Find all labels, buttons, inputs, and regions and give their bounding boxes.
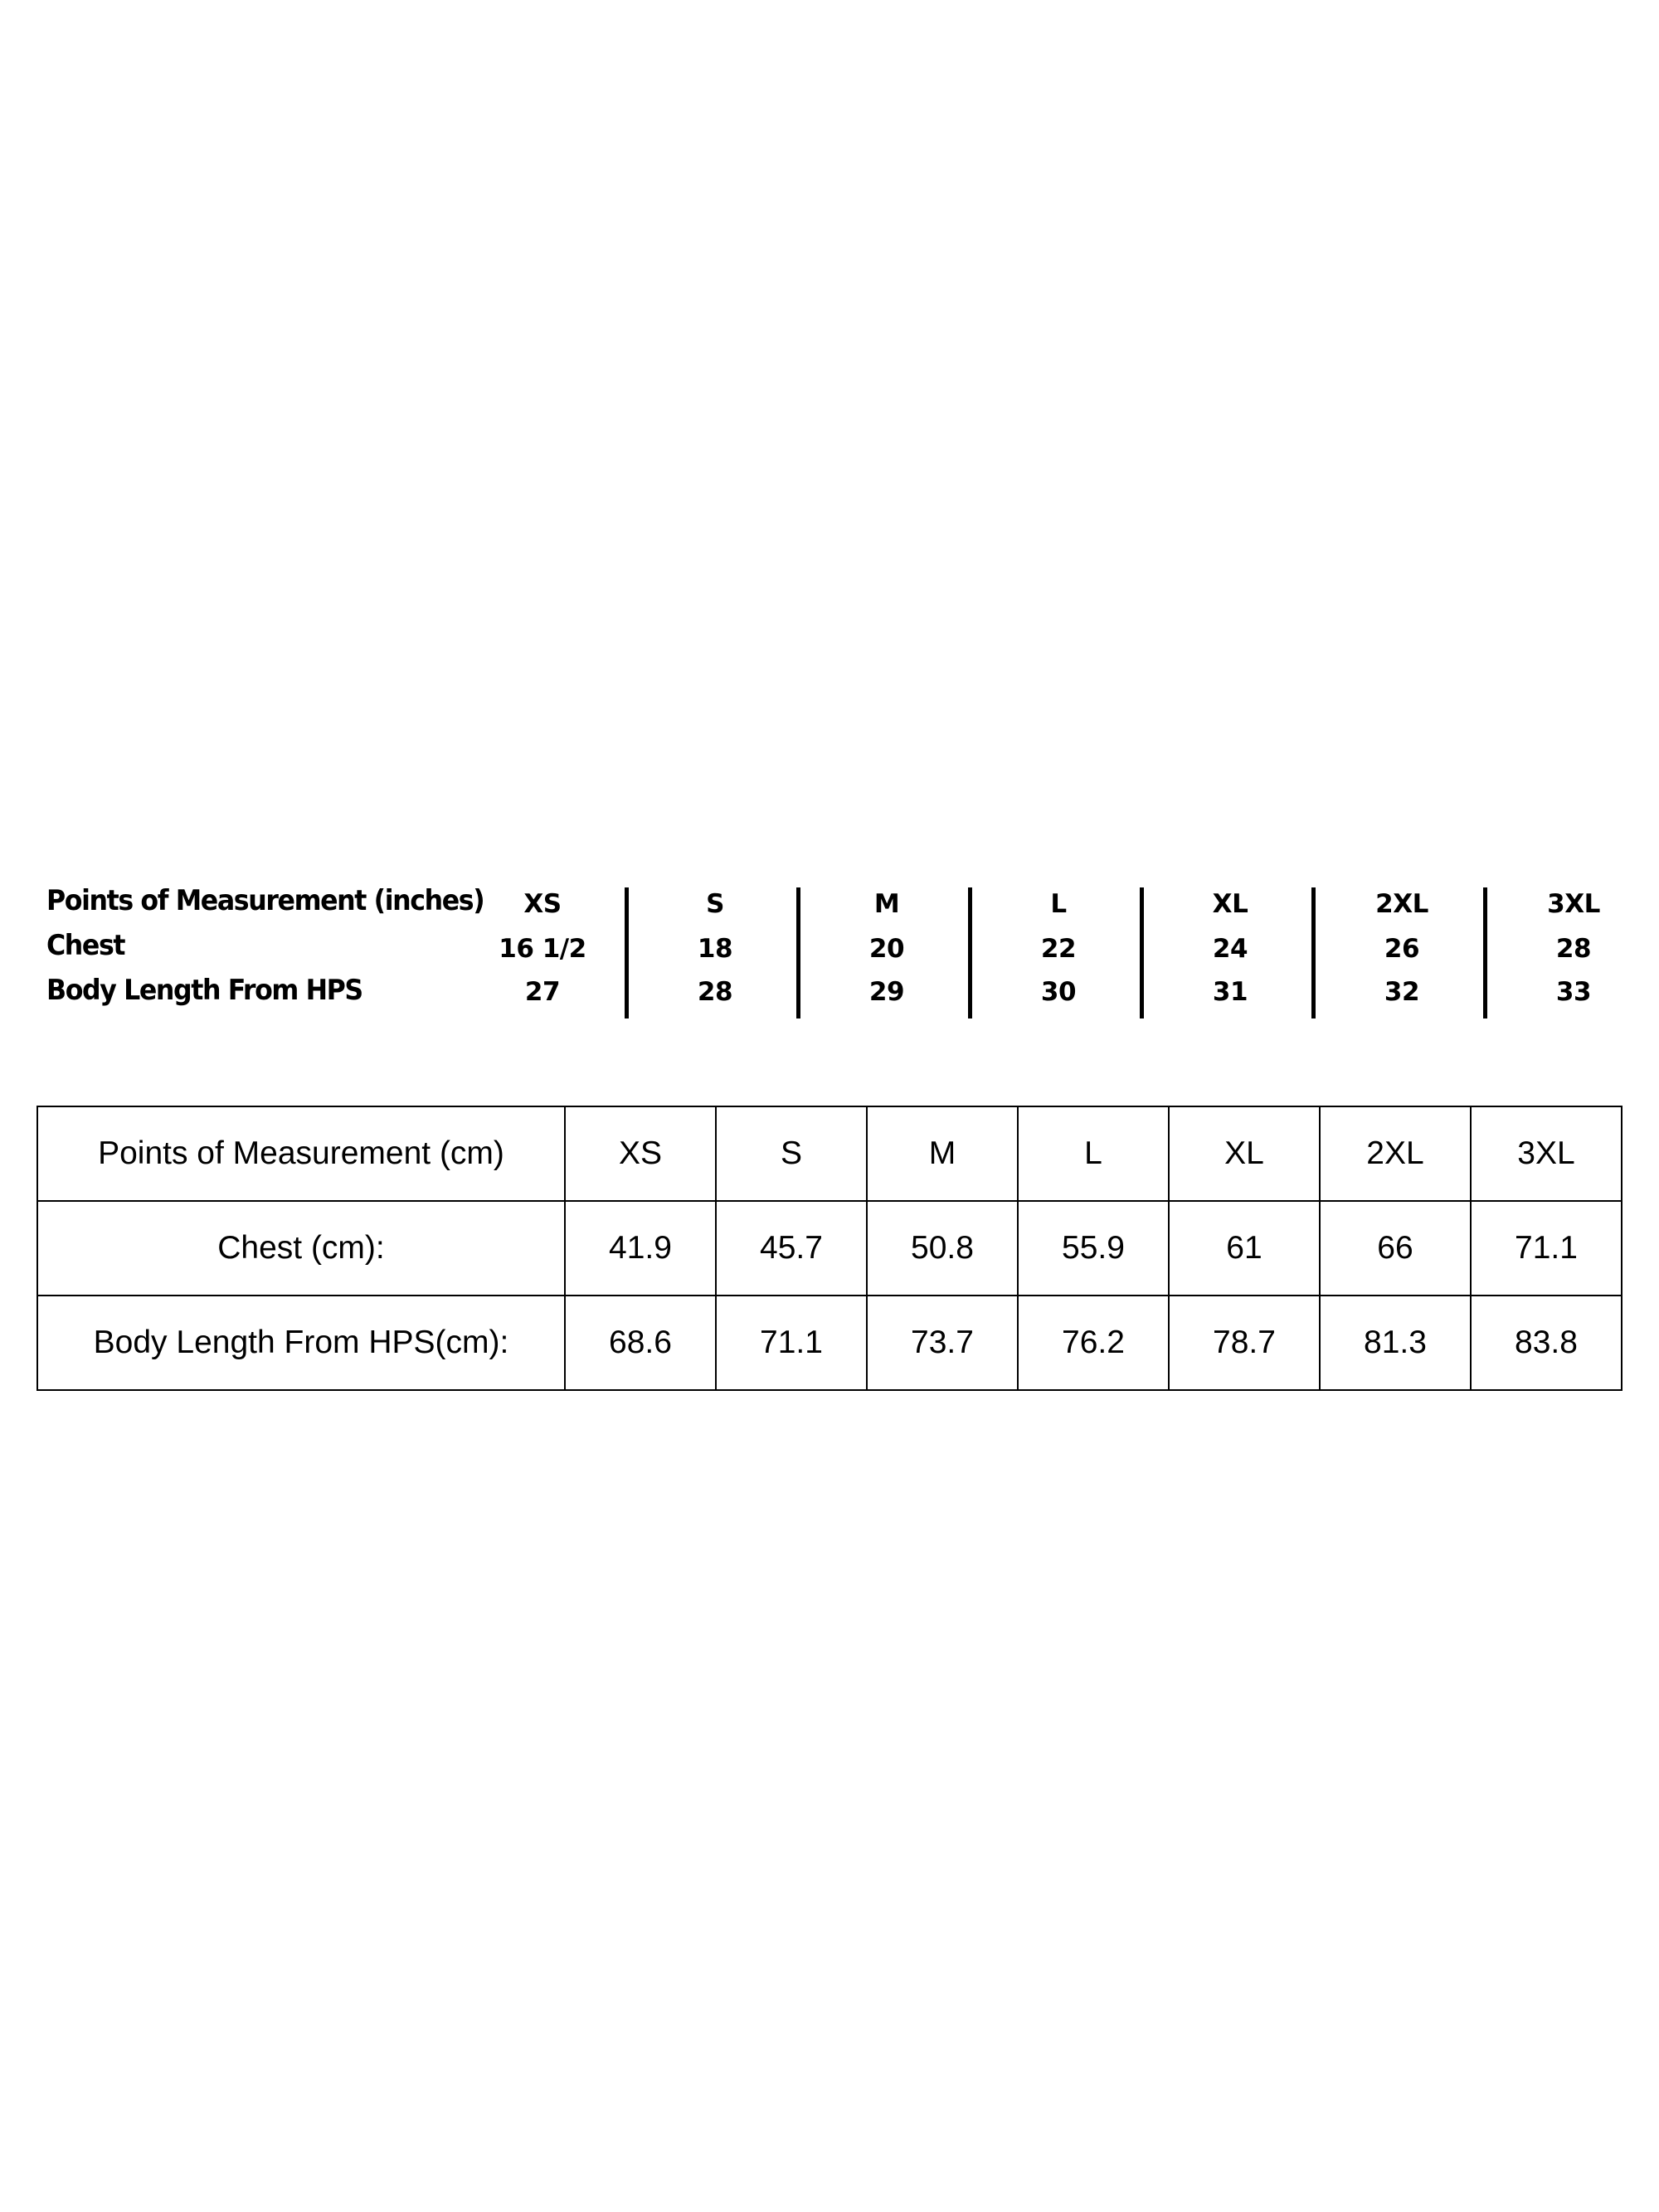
inches-chest-value: 16 1/2: [499, 934, 586, 964]
header-cell-size: M: [867, 1106, 1018, 1201]
value-cell: 76.2: [1018, 1296, 1169, 1390]
inches-chest-value: 24: [1212, 934, 1248, 964]
column-divider: [968, 887, 972, 1018]
value-cell: 78.7: [1169, 1296, 1320, 1390]
column-divider: [625, 887, 629, 1018]
table-header-row: [37, 1106, 1622, 1201]
column-divider: [1483, 887, 1487, 1018]
header-cell-size: S: [716, 1106, 867, 1201]
column-divider: [1140, 887, 1144, 1018]
value-cell: 81.3: [1320, 1296, 1471, 1390]
inches-header-label: Points of Measurement (inches): [46, 884, 484, 917]
header-cell-size: XS: [565, 1106, 716, 1201]
inches-chest-value: 26: [1384, 934, 1420, 964]
cm-size-table: [36, 1106, 1623, 1391]
inches-body-length-value: 28: [697, 977, 733, 1007]
value-cell: 45.7: [716, 1201, 867, 1296]
inches-body-length-value: 27: [524, 977, 561, 1007]
value-cell: 68.6: [565, 1296, 716, 1390]
table-row: [37, 1296, 1622, 1390]
inches-size-header: XL: [1212, 889, 1248, 919]
inches-size-header: M: [873, 889, 900, 919]
inches-size-header: L: [1050, 889, 1067, 919]
inches-chest-value: 28: [1555, 934, 1592, 964]
value-cell: 71.1: [716, 1296, 867, 1390]
row-label-cell: Chest (cm):: [37, 1201, 565, 1296]
value-cell: 61: [1169, 1201, 1320, 1296]
header-cell-label: Points of Measurement (cm): [37, 1106, 565, 1201]
inches-chest-label: Chest: [46, 929, 125, 962]
inches-size-header: 2XL: [1375, 889, 1428, 919]
inches-size-header: XS: [523, 889, 562, 919]
inches-body-length-value: 30: [1040, 977, 1077, 1007]
value-cell: 66: [1320, 1201, 1471, 1296]
inches-size-header: S: [706, 889, 724, 919]
header-cell-size: 2XL: [1320, 1106, 1471, 1201]
inches-body-length-value: 31: [1212, 977, 1248, 1007]
inches-size-table: [46, 879, 1614, 1020]
inches-size-header: 3XL: [1547, 889, 1600, 919]
inches-body-length-value: 33: [1555, 977, 1592, 1007]
column-divider: [796, 887, 800, 1018]
inches-chest-value: 20: [868, 934, 905, 964]
header-cell-size: L: [1018, 1106, 1169, 1201]
inches-body-length-value: 29: [868, 977, 905, 1007]
row-label-cell: Body Length From HPS(cm):: [37, 1296, 565, 1390]
value-cell: 55.9: [1018, 1201, 1169, 1296]
inches-chest-value: 22: [1040, 934, 1077, 964]
inches-chest-value: 18: [697, 934, 733, 964]
inches-body-length-value: 32: [1384, 977, 1420, 1007]
value-cell: 41.9: [565, 1201, 716, 1296]
header-cell-size: XL: [1169, 1106, 1320, 1201]
value-cell: 73.7: [867, 1296, 1018, 1390]
column-divider: [1311, 887, 1316, 1018]
value-cell: 83.8: [1471, 1296, 1622, 1390]
table-row: [37, 1201, 1622, 1296]
value-cell: 71.1: [1471, 1201, 1622, 1296]
inches-body-length-label: Body Length From HPS: [46, 974, 362, 1007]
header-cell-size: 3XL: [1471, 1106, 1622, 1201]
value-cell: 50.8: [867, 1201, 1018, 1296]
